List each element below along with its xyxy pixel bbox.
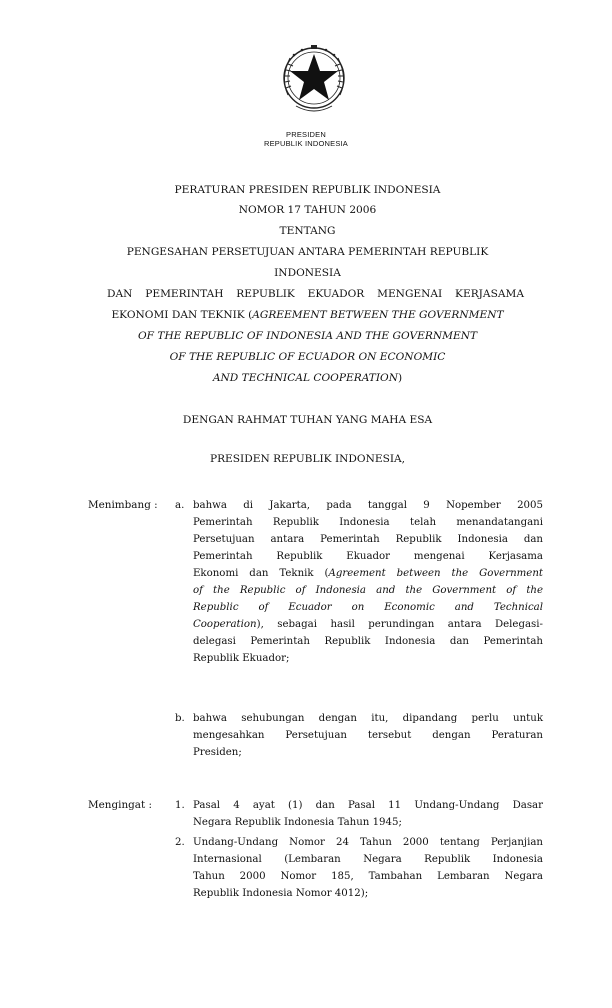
item-line: Presiden;	[193, 747, 242, 758]
item-line: Pemerintah Republik Ekuador mengenai Kerjasama	[193, 551, 543, 562]
item-line: bahwa di Jakarta, pada tanggal 9 Nopember 2005	[193, 500, 543, 511]
menimbang-item-b	[175, 710, 543, 761]
item-line: delegasi Pemerintah Republik Indonesia dan Pemerintah	[193, 636, 543, 647]
mengingat-item-1	[175, 797, 543, 831]
subject-english-text: AGREEMENT BETWEEN THE GOVERNMENT	[252, 309, 504, 321]
item-line: Pemerintah Republik Indonesia telah menandatangani	[193, 517, 543, 528]
regulation-subject-line: INDONESIA	[274, 267, 341, 279]
regulation-subject-line	[90, 326, 525, 346]
regulation-number: NOMOR 17 TAHUN 2006	[238, 204, 377, 216]
item-line: Undang-Undang Nomor 24 Tahun 2000 tentang Perjanjian	[193, 837, 543, 848]
seal-line-presiden: PRESIDEN	[286, 130, 326, 139]
item-line: Republik Indonesia Nomor 4012);	[193, 888, 369, 899]
mengingat-item-2	[175, 834, 543, 902]
regulation-subject-line	[90, 368, 525, 388]
subject-text: )	[398, 372, 403, 384]
mengingat-label: Mengingat :	[88, 799, 152, 811]
item-english-text: Cooperation	[193, 619, 257, 630]
regulation-tentang: TENTANG	[279, 225, 336, 237]
preamble-president: PRESIDEN REPUBLIK INDONESIA,	[209, 453, 406, 465]
regulation-title: PERATURAN PRESIDEN REPUBLIK INDONESIA	[174, 184, 441, 196]
item-line: Internasional (Lembaran Negara Republik Indonesia	[193, 854, 543, 865]
item-number: 2.	[175, 837, 185, 848]
item-line	[193, 599, 543, 616]
item-number: a.	[175, 500, 185, 511]
subject-english-text: AND TECHNICAL COOPERATION	[212, 372, 398, 384]
item-text: Ekonomi dan Teknik (	[193, 568, 329, 579]
item-line: Pasal 4 ayat (1) dan Pasal 11 Undang-Undang Dasar	[193, 800, 543, 811]
subject-english-text: OF THE REPUBLIC OF ECUADOR ON ECONOMIC	[169, 351, 446, 363]
item-line: Republik Ekuador;	[193, 653, 290, 664]
item-number: b.	[175, 713, 185, 724]
item-line: bahwa sehubungan dengan itu, dipandang perlu untuk	[193, 713, 543, 724]
subject-text: EKONOMI DAN TEKNIK (	[111, 309, 253, 321]
item-english-text: Agreement between the Government	[328, 568, 543, 579]
item-line: Negara Republik Indonesia Tahun 1945;	[193, 817, 402, 828]
item-line: mengesahkan Persetujuan tersebut dengan Peraturan	[193, 730, 543, 741]
item-line	[193, 565, 543, 582]
regulation-subject-line	[90, 347, 525, 367]
preamble-grace: DENGAN RAHMAT TUHAN YANG MAHA ESA	[182, 414, 433, 426]
menimbang-label: Menimbang :	[88, 499, 158, 511]
regulation-subject-line	[90, 305, 525, 325]
item-line: Tahun 2000 Nomor 185, Tambahan Lembaran Negara	[193, 871, 543, 882]
menimbang-item-a	[175, 497, 543, 667]
item-text: ), sebagai hasil perundingan antara Delegasi-	[256, 619, 543, 630]
regulation-subject-line: DAN PEMERINTAH REPUBLIK EKUADOR MENGENAI KERJASAMA	[107, 288, 524, 300]
item-line: Persetujuan antara Pemerintah Republik Indonesia dan	[193, 534, 543, 545]
item-english-text: of the Republic of Indonesia and the Government of the	[193, 585, 543, 596]
garuda-star-wreath-emblem-icon	[274, 40, 354, 126]
item-english-text: Republic of Ecuador on Economic and Technical	[193, 602, 543, 613]
subject-english-text: OF THE REPUBLIC OF INDONESIA AND THE GOVERNMENT	[137, 330, 478, 342]
item-line	[193, 616, 543, 633]
regulation-subject-line: PENGESAHAN PERSETUJUAN ANTARA PEMERINTAH REPUBLIK	[126, 246, 489, 258]
seal-line-republik-indonesia: REPUBLIK INDONESIA	[263, 139, 349, 148]
item-number: 1.	[175, 800, 185, 811]
item-line	[193, 582, 543, 599]
